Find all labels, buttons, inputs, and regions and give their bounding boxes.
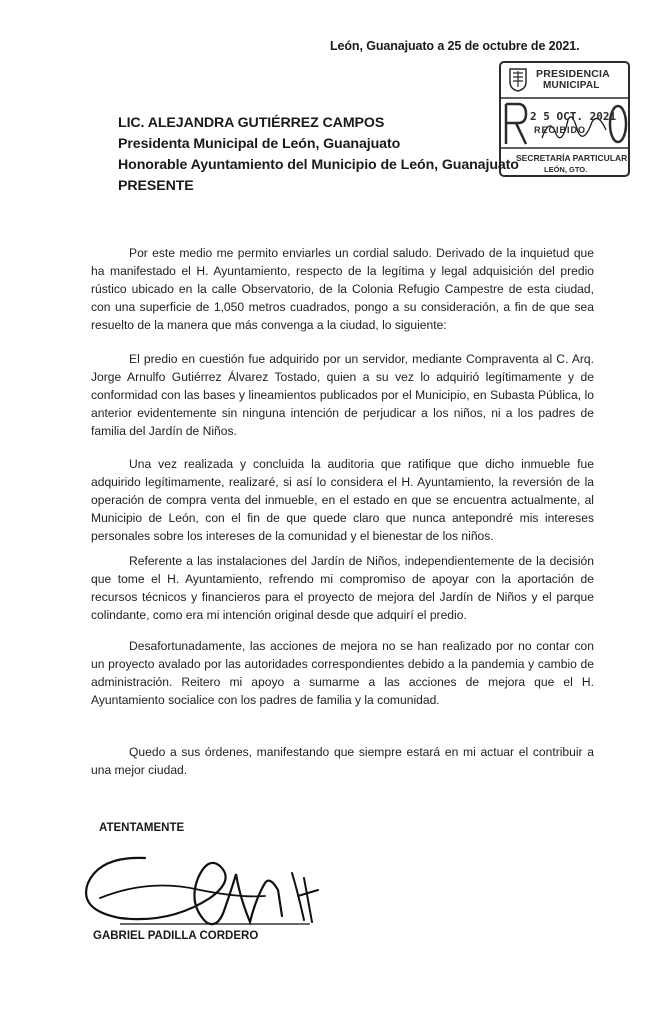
paragraph-3: Una vez realizada y concluida la auditoria que ratifique que dicho inmueble fue adquirido legítimamente, realizaré, si así lo considera el H. Ayuntamiento, la reversión de la operación de compra venta del inmueble, en el estado en que se encuentra actualmente, al Municipio de León, con el fin de que quede claro que nunca antepondré mis intereses personales sobre los intereses de la comunidad y el bienestar de los niños. <box>91 457 594 543</box>
stamp-location: LEÓN, GTO. <box>544 165 588 174</box>
paragraph-5: Desafortunadamente, las acciones de mejora no se han realizado por no contar con un proyecto avalado por las autoridades correspondientes debido a la pandemia y cambio de administración. Reitero mi apoyo a sumarme a las acciones de mejora que el H. Ayuntamiento socialice con los padres de familia y la comunidad. <box>91 639 594 707</box>
paragraph-2: El predio en cuestión fue adquirido por un servidor, mediante Compraventa al C. Arq. Jorge Arnulfo Gutiérrez Álvarez Tostado, quien a su vez lo adquirió legítimamente y de conformidad con las bases y lineamientos publicados por el Municipio, en Subasta Pública, lo anterior evidentemente sin ninguna intención de perjudicar a los niños, ni a los padres de familia del Jardín de Niños. <box>91 352 594 438</box>
stamp-office-line1: PRESIDENCIA <box>536 68 610 80</box>
municipal-seal-icon <box>508 66 528 92</box>
paragraph-4: Referente a las instalaciones del Jardín de Niños, independientemente de la decisión que tome el H. Ayuntamiento, refrendo mi compromiso de apoyar con la aportación de recursos técnicos y financieros para el proyecto de mejora del Jardín de Niños y el parque colindante, como era mi intención original desde que adquirí el predio. <box>91 554 594 622</box>
addressee-presente: PRESENTE <box>118 178 194 194</box>
addressee-name: LIC. ALEJANDRA GUTIÉRREZ CAMPOS <box>118 115 385 131</box>
stamp-received-word: RECIBIDO <box>534 125 587 135</box>
paragraph-6: Quedo a sus órdenes, manifestando que siempre estará en mi actuar el contribuir a una mejor ciudad. <box>91 745 594 777</box>
paragraph-1: Por este medio me permito enviarles un cordial saludo. Derivado de la inquietud que ha manifestado el H. Ayuntamiento, respecto de la legítima y legal adquisición del predio rústico ubicado en la calle Observatorio, de la Colonia Refugio Campestre de esta ciudad, con una superficie de 1,050 metros cuadrados, pongo a su consideración, a fin de que sea resuelto de la manera que más convenga a la ciudad, lo siguiente: <box>91 246 594 332</box>
signer-name: GABRIEL PADILLA CORDERO <box>93 930 259 942</box>
stamp-received-date: 2 5 OCT. 2021 <box>530 110 617 123</box>
addressee-title: Presidenta Municipal de León, Guanajuato <box>118 136 401 152</box>
date-line: León, Guanajuato a 25 de octubre de 2021. <box>330 39 580 53</box>
stamp-department: SECRETARÍA PARTICULAR <box>516 153 628 163</box>
stamp-office-line2: MUNICIPAL <box>543 80 600 91</box>
closing-atentamente: ATENTAMENTE <box>99 822 185 834</box>
addressee-block <box>118 113 519 197</box>
addressee-institution: Honorable Ayuntamiento del Municipio de León, Guanajuato <box>118 157 519 173</box>
handwritten-signature <box>60 838 350 938</box>
